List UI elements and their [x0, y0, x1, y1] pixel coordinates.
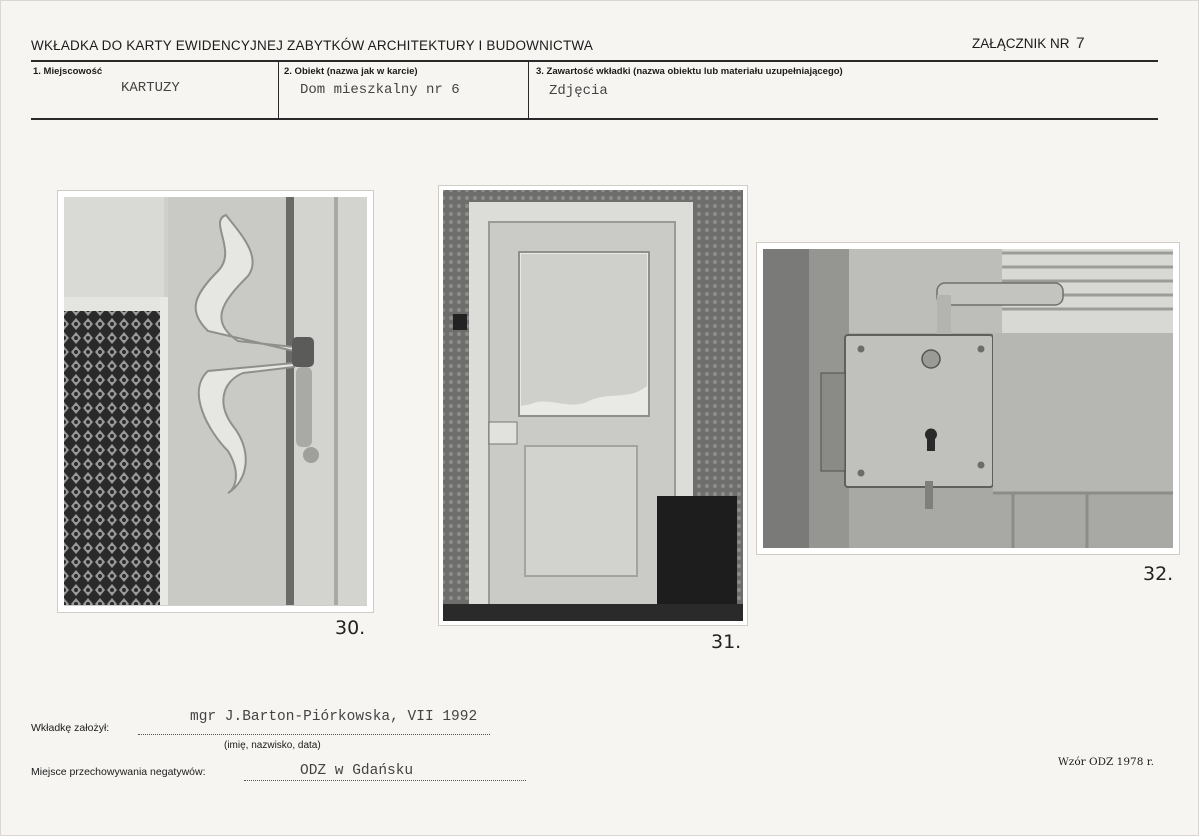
- founder-line: [138, 734, 490, 735]
- annex-label: [972, 35, 1085, 53]
- photo-number: 32.: [1143, 563, 1174, 585]
- locality-label: 1. Miejscowość: [33, 66, 103, 77]
- column-divider: [528, 62, 529, 119]
- storage-label: Miejsce przechowywania negatywów:: [31, 766, 206, 778]
- form-id: Wzór ODZ 1978 r.: [1058, 756, 1154, 768]
- photo-door-lock[interactable]: [757, 243, 1179, 554]
- door-photo: [439, 186, 747, 625]
- object-label: 2. Obiekt (nazwa jak w karcie): [284, 66, 418, 77]
- photo-door-hinge[interactable]: [58, 191, 373, 612]
- photo-number: 30.: [335, 617, 366, 639]
- column-divider: [278, 62, 279, 119]
- header-rule-top: [31, 60, 1158, 62]
- header-rule-bottom: [31, 118, 1158, 120]
- door-lock-photo: [757, 243, 1179, 554]
- door-hinge-photo: [58, 191, 373, 612]
- contents-value: Zdjęcia: [549, 83, 608, 99]
- annex-number: 7: [1075, 35, 1086, 53]
- founder-value: mgr J.Barton-Piórkowska, VII 1992: [190, 709, 478, 725]
- storage-line: [244, 780, 526, 781]
- storage-value: ODZ w Gdańsku: [300, 763, 414, 779]
- object-value: Dom mieszkalny nr 6: [300, 82, 460, 98]
- founder-label: Wkładkę założył:: [31, 722, 110, 734]
- photo-number: 31.: [711, 631, 742, 653]
- photo-door[interactable]: [439, 186, 747, 625]
- annex-label-text: ZAŁĄCZNIK NR: [972, 36, 1070, 51]
- locality-value: KARTUZY: [121, 80, 180, 96]
- contents-label: 3. Zawartość wkładki (nazwa obiektu lub materiału uzupełniającego): [536, 66, 843, 77]
- page-title: WKŁADKA DO KARTY EWIDENCYJNEJ ZABYTKÓW ARCHITEKTURY I BUDOWNICTWA: [31, 38, 594, 53]
- founder-caption: (imię, nazwisko, data): [224, 740, 321, 751]
